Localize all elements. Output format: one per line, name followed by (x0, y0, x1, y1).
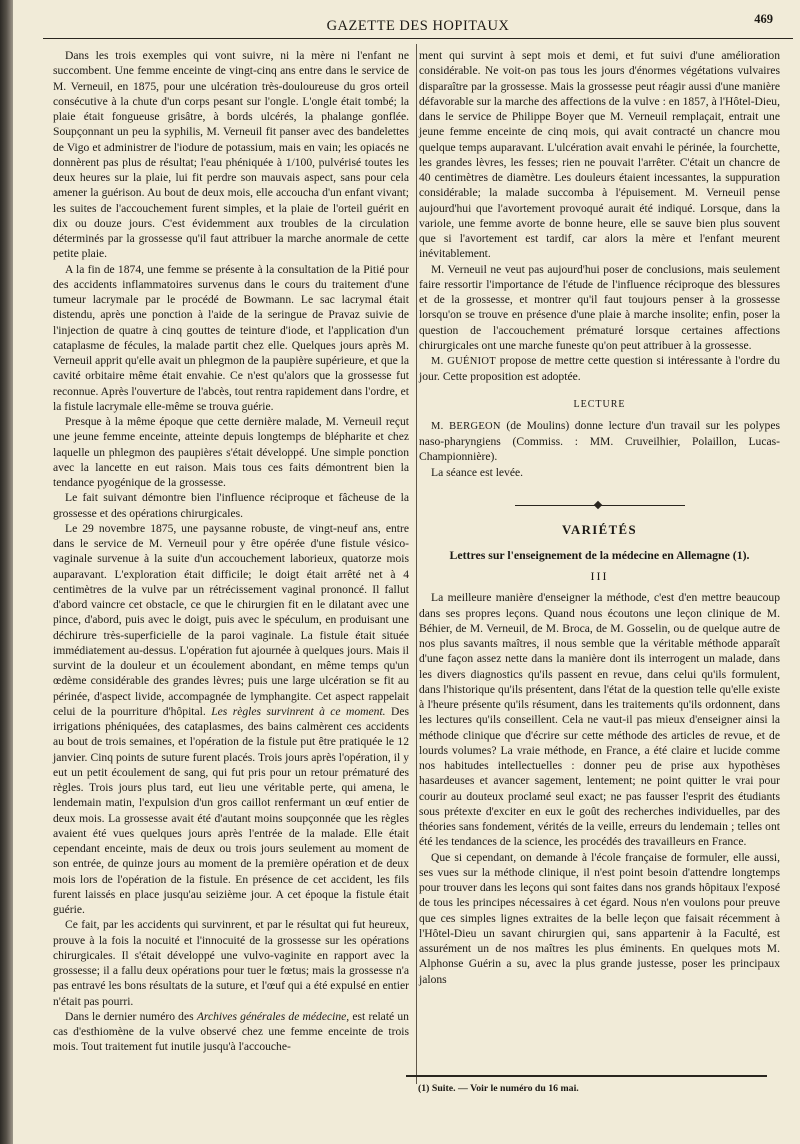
left-column (53, 48, 409, 1055)
speaker-name: M. GUÉNIOT (431, 356, 497, 367)
paragraph-text: (de Moulins) donne lecture d'un travail sur les polypes naso-pharyngiens (Commiss. : MM. Cruveilhier, Polaillon, Lucas-Championnière). (419, 418, 780, 464)
speaker-name: M. BERGEON (431, 420, 501, 432)
footnote-rule (406, 1075, 767, 1077)
paragraph (419, 418, 780, 465)
column-divider (416, 44, 417, 1084)
page-header (43, 12, 793, 39)
paragraph-text: propose de mettre cette question si intéressante à l'ordre du jour. Cette proposition est adoptée. (419, 354, 781, 384)
right-column (419, 48, 780, 987)
italic-quote: Les règles survinrent à ce moment. (211, 704, 386, 718)
paragraph (419, 353, 780, 385)
paragraph: Que si cependant, on demande à l'école française de formuler, elle aussi, ses vues sur la méthode clinique, il n'est point besoin d'attendre longtemps pour trouver dans les leçons qui sont faites dans nos grands hôpitaux l'exposé de tous les principes nécessaires à cet égard. Nous n'en voulons pour preuve que ces simples lignes extraites de la belle leçon que faisait récemment à l'Hôtel-Dieu un savant chirurgien qui, sans appartenir à la Faculté, est assurément un de nos maîtres les plus éminents. En quelques mots M. Alphonse Guérin a su, avec la plus grande justesse, poser les principaux jalons (419, 850, 780, 986)
paragraph (53, 1009, 409, 1055)
paragraph-text: Dans le dernier numéro des (65, 1009, 194, 1023)
part-number: III (590, 569, 609, 583)
footnote: (1) Suite. — Voir le numéro du 16 mai. (418, 1083, 579, 1094)
newspaper-page (13, 0, 800, 1144)
page-number: 469 (754, 12, 773, 26)
paragraph: La meilleure manière d'enseigner la méthode, c'est d'en mettre beaucoup dans ses propres leçons. Quand nous écoutons une leçon clinique de M. Béhier, de M. Verneuil, de M. Broca, de M. Gosselin, ou de quelque autre de nos plus savants maîtres, il nous semble que la véritable méthode apparaît d'une façon assez nette dans la manière dont ils interrogent un malade, dans les divers diagnostics qu'ils passent en revue, dans celui qu'ils formulent, dans l'historique qu'ils présentent, dans l'état de la question telle qu'elle existe à l'heure présente qu'ils résument, dans les traitements qu'ils ordonnent, dans les lectures qu'ils conseillent. Cela ne vaut-il pas mieux d'enseigner ainsi la méthode clinique que d'écrire sur cette méthode des articles de revue, et de lourds volumes? La vraie méthode, en France, a été claire et lucide comme nos habitudes intellectuelles : donner peu de prise aux hypothèses hasardeuses et avancer sagement, lentement; ne point quitter le vrai pour courir au douteux proclamé seul exact; ne pas fausser l'esprit des étudiants sous prétexte d'exciter en eux le goût des recherches individuelles, par des théories sans fondement, vérités de la veille, erreurs du lendemain ; telles ont été les tendances de la science, les procédés des travailleurs en France. (419, 591, 780, 849)
ornament-diamond-icon (593, 501, 601, 509)
paragraph: A la fin de 1874, une femme se présente à la consultation de la Pitié pour des accidents inflammatoires survenus dans le cours du traitement d'une tumeur lacrymale par le procédé de Bowmann. Le sac lacrymal était distendu, après une ponction à l'aide de la seringue de Pravaz suivie de l'injection de quatre à cinq gouttes de teinture d'iode, et l'application d'un cataplasme de fécules, la malade partit chez elle. Quelques jours après M. Verneuil apprit qu'elle avait un phlegmon de la paupière supérieure, et que la cavité orbitaire même était envahie. Ce n'est qu'alors que la grossesse fut reconnue. Après l'ouverture de l'abcès, tout rentra rapidement dans l'ordre, et la fistule lacrymale elle-même se trouva guérie. (53, 262, 409, 413)
paragraph-text: Des irrigations phéniquées, des cataplasmes, des bains calmèrent ces accidents au bout de trois semaines, et l'opération de la fistule put être pratiquée le 12 janvier. Cinq points de suture furent placés. Trois jours après l'opération, il y eut un petit écoulement de sang, qui fut pris pour un retour prématuré des règles. Trois jours plus tard, eut lieu une véritable perte, qui amena, le lendemain matin, l'expulsion d'un gros caillot renfermant un œuf entier de deux mois. La grossesse avait été d'autant moins soupçonnée que les règles avaient été vues quelques jours après l'entrée de la malade. Elle était cependant enceinte, mais de deux ou trois jours seulement au moment de son entrée, de quinze jours au moment de la première opération et de deux mois lors de l'opération de la fistule. En présence de cet accident, les fils furent laissés en place jusqu'au seizième jour. A cet époque la fistule était guérie. (53, 704, 410, 916)
paragraph-text: est relaté un cas d'esthiomène de la vulve observé chez une femme enceinte de trois mois. Tout traitement fut inutile jusqu'à l'accouche- (53, 1009, 409, 1054)
journal-title: GAZETTE DES HOPITAUX (326, 18, 510, 34)
paragraph (53, 521, 409, 918)
paragraph: Le fait suivant démontre bien l'influence réciproque et fâcheuse de la grossesse et des opérations chirurgicales. (53, 491, 409, 520)
paragraph: Dans les trois exemples qui vont suivre, ni la mère ni l'enfant ne succombent. Une femme enceinte de vingt-cinq ans entre dans le service de M. Verneuil, en 1875, pour une ulcération très-douloureuse du gros orteil consécutive à la chute d'un corps pesant sur l'ongle. L'ongle était tombé; la plaie était fongueuse grisâtre, à bords ulcérés, la phalange gonflée. Soupçonnant un peu la syphilis, M. Verneuil fit panser avec des bandelettes de Vigo et administrer de l'iodure de potassium, mais en vain; les opiacés ne donnèrent pas plus de résultat; l'eau phéniquée à 1/100, pulvérisé toutes les deux heures sur la plaie, lui fit perdre son mauvais aspect, sans pour cela amener la guérison. Au bout de deux mois, elle accoucha d'un enfant vivant; les suites de l'accouchement furent simples, et la plaie de l'orteil guérit en dix ou douze jours. C'est évidemment aux troubles de la circulation déterminés par la grossesse qu'il faut attribuer la marche anormale de cette petite plaie. (53, 49, 409, 261)
section-ornament (515, 502, 685, 509)
journal-citation: Archives générales de médecine, (196, 1009, 350, 1023)
section-heading: VARIÉTÉS (562, 522, 637, 537)
paragraph: ment qui survint à sept mois et demi, et fut suivi d'une amélioration considérable. Ne voit-on pas tous les jours d'énormes végétations vulvaires disparaître par la grossesse. Mais la grossesse peut réagir aussi d'une manière défavorable sur la marche des affections de la vulve : en 1857, à l'Hôtel-Dieu, dans le service de Philippe Boyer que M. Verneuil remplaçait, entrait une jeune femme enceinte de cinq mois, qui avait contracté un chancre mou quelque temps auparavant. L'ulcération avait envahi le périnée, la fourchette, les grandes lèvres, les fesses; rien ne pouvait l'arrêter. C'était un chancre de 40 centimètres de diamètre. Les douleurs étaient incessantes, la suppuration considérable; la malade succomba à l'épuisement. M. Verneuil pense aujourd'hui que l'avortement provoqué aurait été indiqué. Lorsque, dans la variole, une femme avorte de bonne heure, elle se sauve bien plus souvent que si l'avortement est tardif, car alors la mère et l'enfant meurent inévitablement. (419, 49, 780, 261)
book-binding-shadow (0, 0, 13, 1144)
paragraph: Presque à la même époque que cette dernière malade, M. Verneuil reçut une jeune femme enceinte, atteinte depuis longtemps de blépharite et chez laquelle un phlegmon des paupières s'était développé. Une simple ponction avec la lancette en eut raison. Mais tous ces faits démontrent bien la tendance pyogénique de la grossesse. (53, 415, 409, 489)
paragraph: Ce fait, par les accidents qui survinrent, et par le résultat qui fut heureux, prouve à la fois la nocuité et l'innocuité de la grossesse sur les opérations chirurgicales. Il s'était développé une vulvo-vaginite en rapport avec la grossesse; il a fallu deux opérations pour tuer le fœtus; mais la grossesse n'a pas entravé les bons résultats de la suture, et l'œuf qui a été expulsé en entier n'était pas pourri. (53, 918, 409, 1008)
paragraph-text: Le 29 novembre 1875, une paysanne robuste, de vingt-neuf ans, entre dans le service de M. Verneuil pour y être opérée d'une fistule vésico-vaginale survenue à la suite d'un accouchement laborieux, quatorze mois auparavant. L'exploration était difficile; le doigt était arrêté net à 4 centimètres de la vulve par un rétrécissement vaginal prononcé. Il fallut d'abord vaincre cet obstacle, ce que le chirurgien fit en le dilatant avec une pince, d'abord, puis avec le doigt, puis avec le spéculum, en produisant une déchirure très-superficielle de la paroi vaginale. La fistule était située immédiatement au-dessus. L'opération fut ajournée à quelques jours. Mais il survint de la douleur et un écoulement abondant, en même temps qu'un œdème considérable des grandes lèvres; puis une large ulcération se fit au périnée, d'aspect livide, accompagnée de lymphangite. Cet aspect rappelait celui de la pourriture d'hôpital. (53, 521, 409, 718)
article-title: Lettres sur l'enseignement de la médecine en Allemagne (1). (449, 548, 750, 562)
paragraph: M. Verneuil ne veut pas aujourd'hui poser de conclusions, mais seulement faire ressortir l'importance de l'étude de l'influence réciproque des blessures et de la grossesse, et montrer qu'il faut toujours penser à la grossesse lorsqu'on se trouve en présence d'une plaie à marche insolite; enfin, poser la question de l'accouchement prématuré lorsque certaines affections chirurgicales ont une marche funeste qu'on peut attribuer à la grossesse. (419, 262, 780, 352)
lecture-heading: LECTURE (573, 398, 626, 410)
paragraph: La séance est levée. (431, 465, 524, 479)
